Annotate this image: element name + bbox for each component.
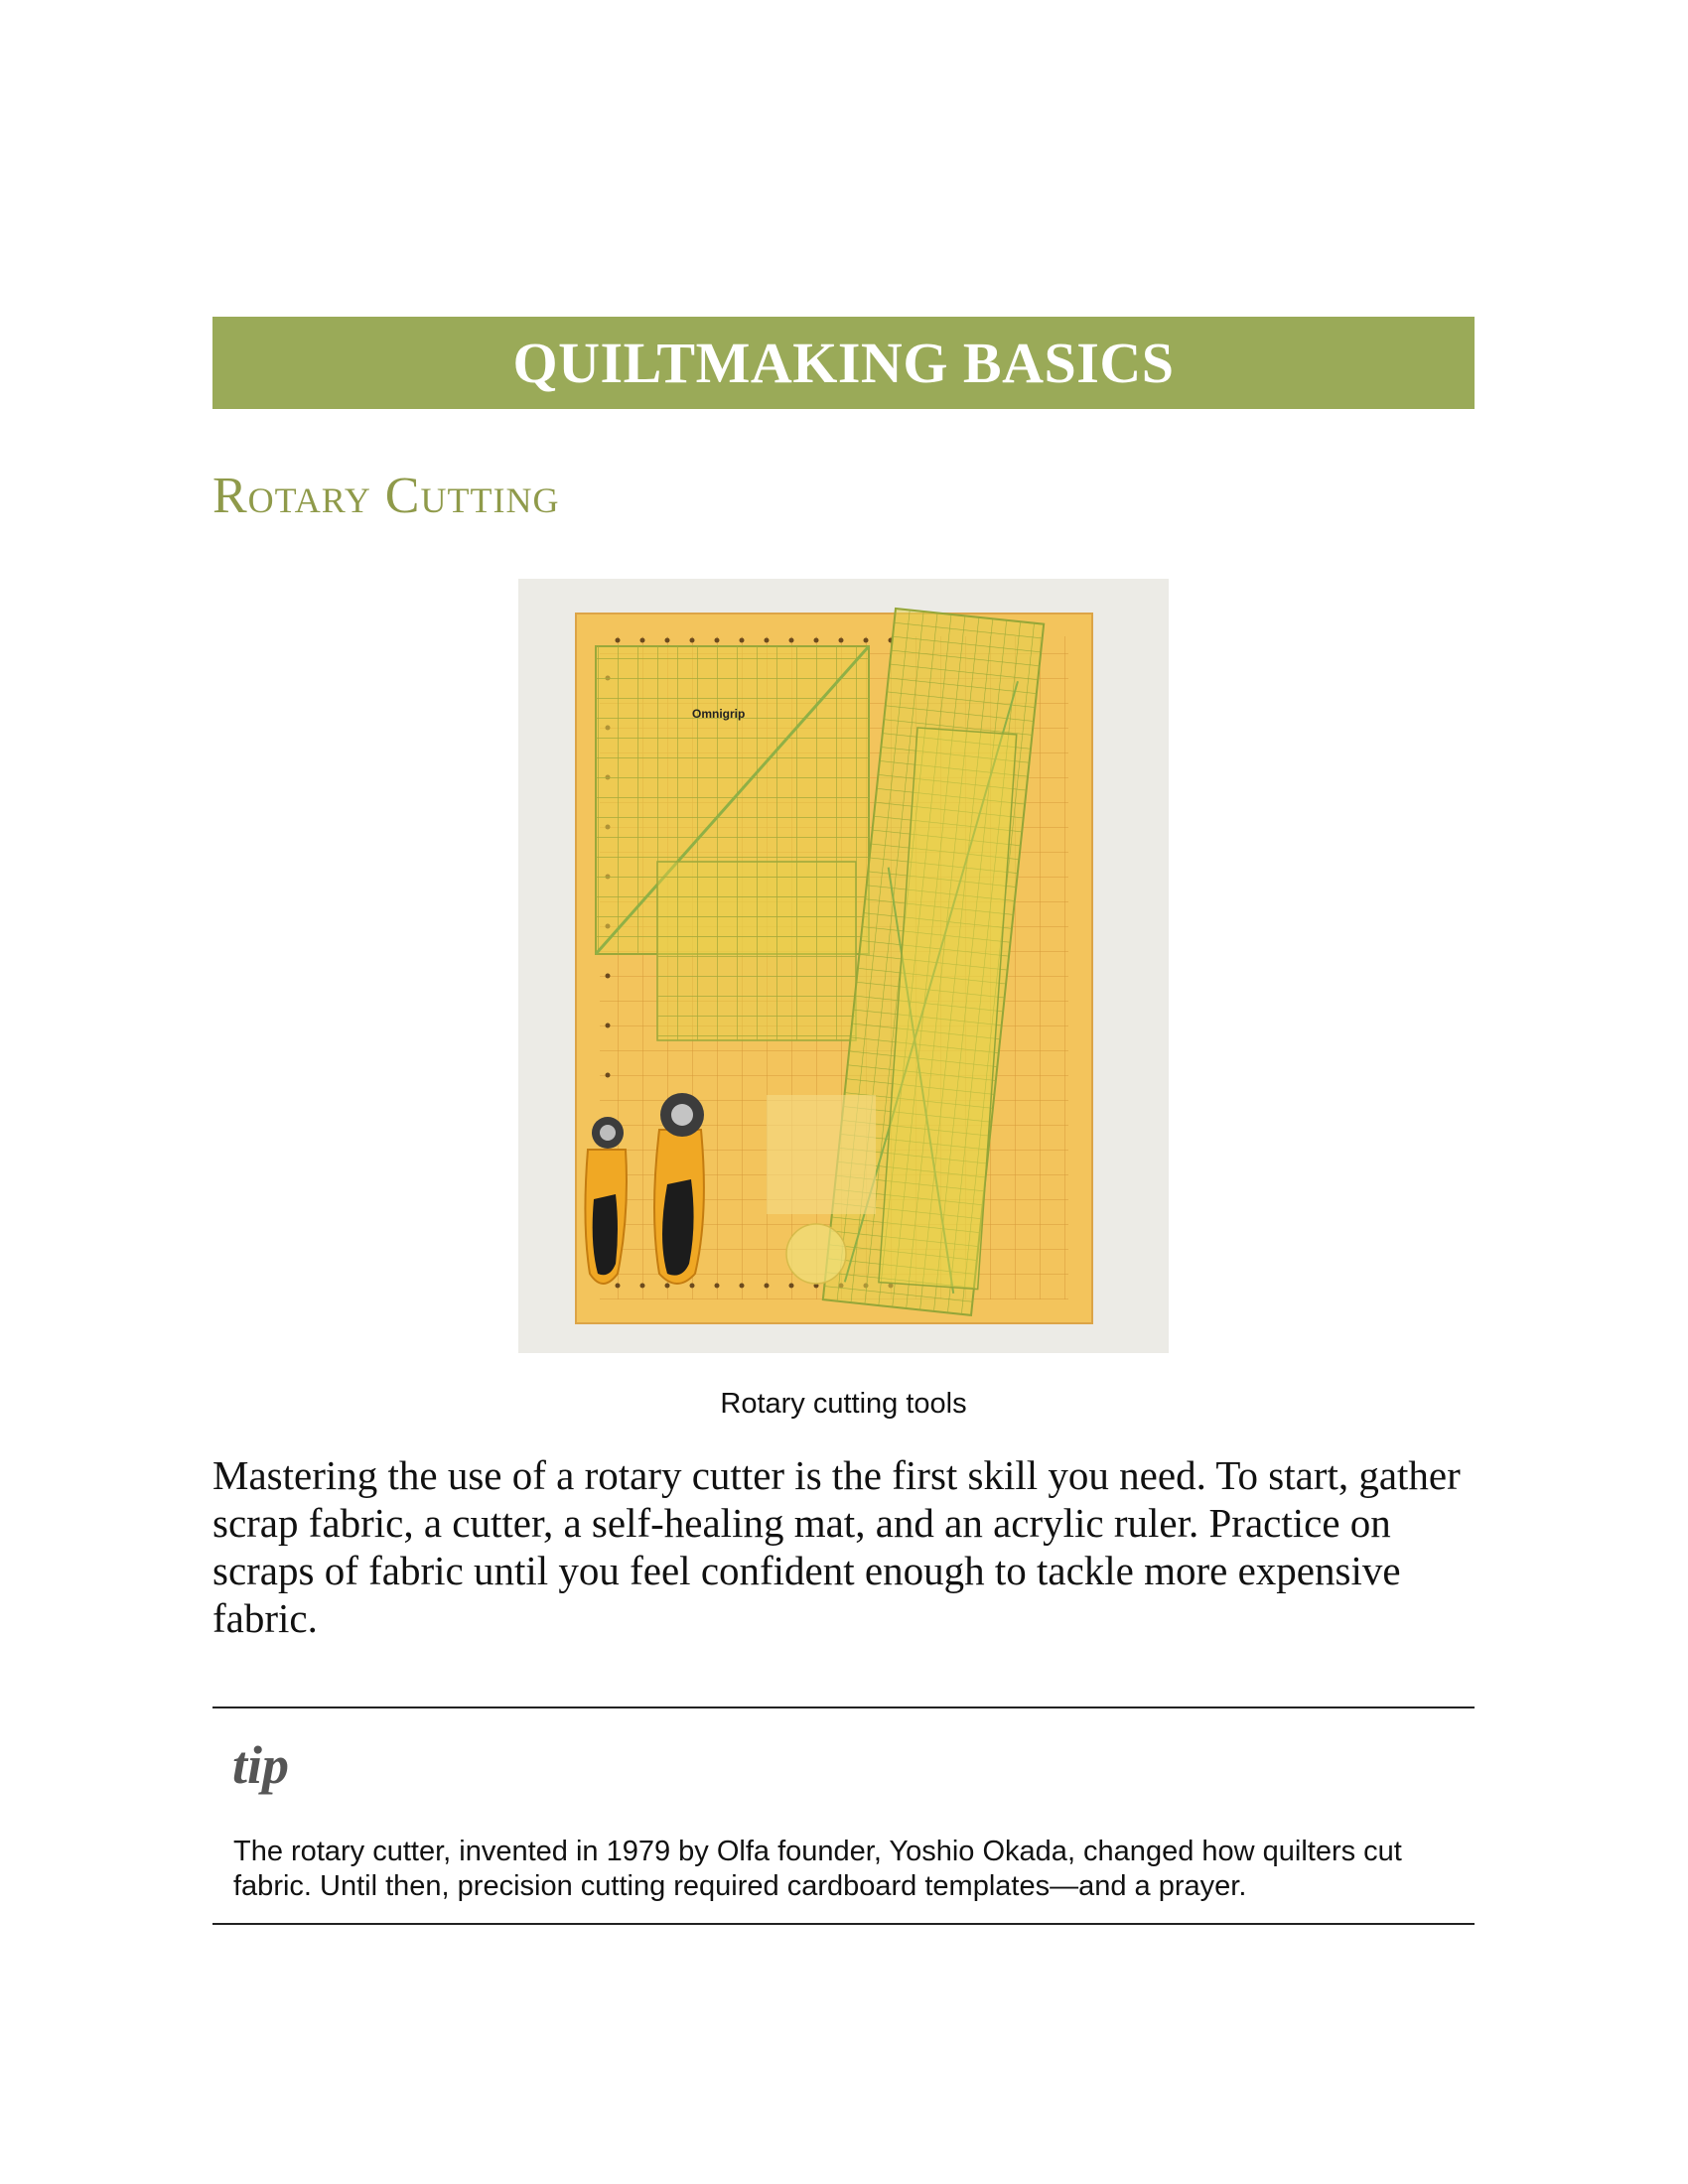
banner-title: QUILTMAKING BASICS (512, 331, 1175, 395)
chapter-banner (212, 317, 1475, 409)
ruler-brand-label: Omnigrip (692, 707, 746, 721)
tip-bottom-divider (212, 1923, 1475, 1925)
rotary-cutting-tools-photo (518, 579, 1169, 1353)
rotary-cutter-icon (654, 1093, 704, 1284)
figure-caption: Rotary cutting tools (720, 1388, 967, 1420)
section-heading: Rotary Cutting (212, 468, 560, 524)
tip-label: tip (232, 1735, 290, 1795)
body-paragraph: Mastering the use of a rotary cutter is the first skill you need. To start, gather scrap fabric, a cutter, a self-healing mat, and an acrylic ruler. Practice on scraps of fabric until you feel confident enough to tackle more expensive fabric. (212, 1452, 1461, 1641)
tip-text: The rotary cutter, invented in 1979 by Olfa founder, Yoshio Okada, changed how quilters cut fabric. Until then, precision cutting required cardboard templates—and a prayer. (233, 1836, 1402, 1902)
tip-top-divider (212, 1706, 1475, 1708)
